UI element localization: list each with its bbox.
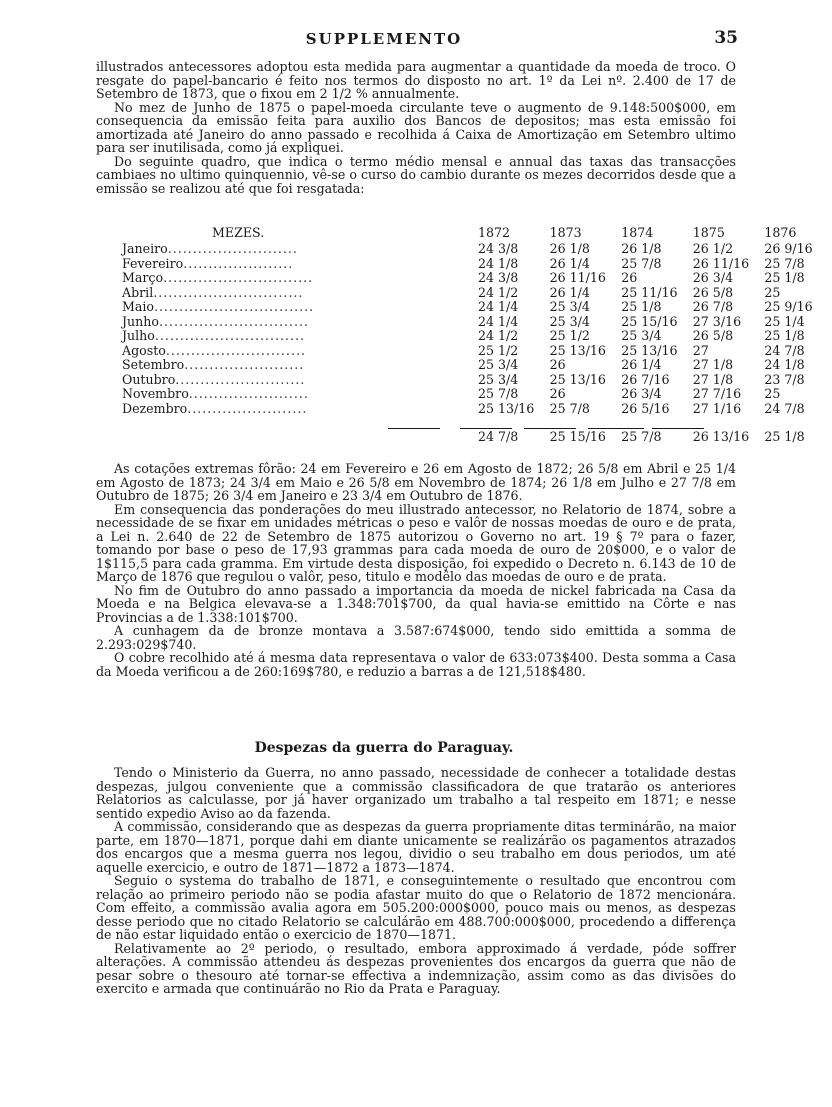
rate-cell: 25 xyxy=(764,284,781,300)
rate-cell: 25 13/16 xyxy=(478,400,535,416)
column-header-months: MEZES. xyxy=(212,225,265,240)
rate-cell: 26 1/4 xyxy=(549,255,590,271)
month-label: Maio xyxy=(122,299,155,314)
month-cell xyxy=(122,315,474,330)
month-cell xyxy=(122,286,474,301)
paragraph: No fim de Outubro do anno passado a importancia da moeda de nickel fabricada na Casa da Moeda e na Belgica elevava-se a 1.348:701$700, da qual havia-se emittido na Côrte e nas Provincias a de 1.338:101$700. xyxy=(96,582,736,625)
month-label: Fevereiro xyxy=(122,255,184,271)
table-row xyxy=(122,402,832,417)
rate-cell: 26 1/4 xyxy=(549,284,590,300)
table-row xyxy=(122,373,832,388)
table-row xyxy=(122,315,832,330)
rate-cell: 24 1/2 xyxy=(478,284,519,300)
rate-cell: 26 11/16 xyxy=(692,255,750,271)
dot-leader: ...................... xyxy=(183,255,294,271)
paragraph: A cunhagem da de bronze montava a 3.587:674$000, tendo sido emittida a somma de 2.293:029$740. xyxy=(96,623,736,652)
column-header-year: 1874 xyxy=(621,225,654,240)
table-row xyxy=(122,329,832,344)
paragraph: As cotações extremas fôrão: 24 em Fevereiro e 26 em Agosto de 1872; 26 5/8 em Abril e 25 1/4 em Agosto de 1873; 24 3/4 em Maio e 26 5/8 em Novembro de 1874; 26 1/8 em Julho e 27 7/8 em Outubro de 1875; 26 3/4 em Janeiro e 23 3/4 em Outubro de 1876. xyxy=(96,461,736,503)
table-row xyxy=(122,344,832,359)
rate-cell: 26 11/16 xyxy=(549,270,606,285)
rate-cell: 25 15/16 xyxy=(621,313,678,329)
rate-cell: 25 1/4 xyxy=(764,313,805,329)
dot-leader: .......................... xyxy=(175,371,306,387)
paragraph: No mez de Junho de 1875 o papel-moeda circulante teve o augmento de 9.148:500$000, em consequencia da emissão feita para auxilio dos Bancos de depositos; mas esta emissão foi amortizada até Janeiro do anno passado e recolhida á Caixa de Amortização em Setembro ultimo para ser inutilisada, como já expliquei. xyxy=(96,99,736,155)
month-label: Agosto xyxy=(122,342,166,358)
rate-cell: 24 7/8 xyxy=(764,400,805,416)
rate-cell: 27 1/16 xyxy=(692,400,742,416)
rate-cell: 24 3/8 xyxy=(478,270,519,285)
month-label: Outubro xyxy=(122,371,176,387)
rate-cell: 26 1/8 xyxy=(621,241,662,256)
sum-rule xyxy=(460,428,512,429)
rate-cell: 27 1/8 xyxy=(692,357,734,372)
month-cell xyxy=(122,242,474,257)
sum-rule xyxy=(388,428,440,429)
rate-cell: 25 1/8 xyxy=(764,270,805,285)
column-header-year: 1876 xyxy=(764,225,797,240)
rate-cell: 26 1/8 xyxy=(549,241,590,256)
paragraph: illustrados antecessores adoptou esta medida para augmentar a quantidade da moeda de troco. O resgate do papel-bancario é feito nos termos do disposto no art. 1º da Lei nº. 2.400 de 17 de Setembro de 1873, que o fixou em 2 1/2 % annualmente. xyxy=(96,59,736,101)
rate-cell: 24 3/8 xyxy=(478,241,519,256)
rate-cell: 25 9/16 xyxy=(764,299,813,314)
running-title: SUPPLEMENTO xyxy=(305,30,463,48)
dot-leader: .............................. xyxy=(163,270,314,285)
dot-leader: ............................ xyxy=(165,342,306,358)
rate-cell: 27 3/16 xyxy=(692,313,742,329)
rate-cell: 25 3/4 xyxy=(621,328,662,343)
month-label: Julho xyxy=(122,328,155,343)
table-row xyxy=(122,242,832,257)
rate-cell: 25 13/16 xyxy=(621,342,678,358)
month-cell xyxy=(122,271,474,286)
rate-cell: 25 7/8 xyxy=(478,386,519,401)
body-text xyxy=(96,462,736,678)
running-head xyxy=(0,30,768,52)
column-header-year: 1873 xyxy=(549,225,582,240)
month-label: Abril xyxy=(122,284,154,300)
rate-cell: 26 3/4 xyxy=(692,270,734,285)
rate-cell: 27 7/16 xyxy=(692,386,742,401)
rate-cell: 25 7/8 xyxy=(764,255,805,271)
exchange-table xyxy=(122,224,813,445)
rate-cell: 25 13/16 xyxy=(549,342,606,358)
rate-cell: 25 1/8 xyxy=(764,328,805,343)
sum-rule xyxy=(524,428,576,429)
exchange-rate-table xyxy=(122,224,832,445)
rate-cell: 26 1/2 xyxy=(692,241,734,256)
sum-rule xyxy=(652,428,704,429)
rate-cell: 26 1/4 xyxy=(621,357,662,372)
rate-cell: 27 xyxy=(692,342,709,358)
paragraph: Relativamente ao 2º periodo, o resultado, embora approximado á verdade, póde soffrer alterações. A commissão attendeu ás despezas provenientes dos encargos da guerra que não de pesar sobre o thesouro até tornar-se effectiva a indemnização, assim como as das divisões do exercito e armada que continuárão no Rio da Prata e Paraguay. xyxy=(96,940,736,996)
rate-cell: 25 11/16 xyxy=(621,284,678,300)
rate-cell: 25 3/4 xyxy=(549,299,590,314)
table-row xyxy=(122,387,832,402)
rate-cell: 26 xyxy=(621,270,638,285)
table-row xyxy=(122,286,832,301)
average-cell: 25 7/8 xyxy=(621,429,662,444)
rate-cell: 24 1/4 xyxy=(478,313,519,329)
paragraph: Tendo o Ministerio da Guerra, no anno passado, necessidade de conhecer a totalidade destas despezas, julgou conveniente que a commissão classificadora de que tratarão os anteriores Relatorios as calculasse, por já haver organizado um trabalho a tal respeito em 1871; e nesse sentido expedio Aviso ao da fazenda. xyxy=(96,765,736,821)
rate-cell: 27 1/8 xyxy=(692,371,734,387)
month-cell xyxy=(122,387,474,402)
dot-leader: .......................... xyxy=(167,241,298,256)
rate-cell: 23 7/8 xyxy=(764,371,805,387)
month-cell xyxy=(122,344,474,359)
rate-cell: 26 7/16 xyxy=(621,371,670,387)
month-label: Junho xyxy=(122,313,159,329)
sum-rule xyxy=(588,428,644,429)
table-row xyxy=(122,257,832,272)
dot-leader: .............................. xyxy=(153,284,304,300)
table-header-row xyxy=(122,224,832,242)
column-header-year: 1875 xyxy=(692,225,725,240)
average-label-cell xyxy=(122,416,474,445)
page-number: 35 xyxy=(714,28,738,48)
month-label: Março xyxy=(122,270,164,285)
average-cell: 25 1/8 xyxy=(764,429,805,444)
rate-cell: 25 7/8 xyxy=(549,400,590,416)
rate-cell: 26 7/8 xyxy=(692,299,734,314)
rate-cell: 24 1/8 xyxy=(764,357,805,372)
dot-leader: ........................ xyxy=(187,400,308,416)
month-cell xyxy=(122,300,474,315)
dot-leader: .............................. xyxy=(158,313,310,329)
rate-cell: 26 5/8 xyxy=(692,328,734,343)
average-cell: 25 15/16 xyxy=(549,429,606,444)
rate-cell: 26 xyxy=(549,357,566,372)
paragraph: O cobre recolhido até á mesma data representava o valor de 633:073$400. Desta somma a Casa da Moeda verificou a de 260:169$780, e reduzio a barras a de 121,518$480. xyxy=(96,650,736,679)
rate-cell: 26 5/16 xyxy=(621,400,670,416)
rate-cell: 25 13/16 xyxy=(549,371,606,387)
column-header-year: 1872 xyxy=(478,225,511,240)
month-cell xyxy=(122,329,474,344)
dot-leader: .............................. xyxy=(154,328,305,343)
paragraph: Seguio o systema do trabalho de 1871, e conseguintemente o resultado que encontrou com relação ao primeiro periodo não se podia afastar muito do que o Relatorio de 1872 mencionára. Com effeito, a commissão avalia agora em 505.200:000$000, pouco mais ou menos, as despezas desse periodo que no citado Relatorio se calculárão em 488.700:000$000, procedendo a differença de não estar liquidado então o exercicio de 1870—1871. xyxy=(96,873,736,942)
month-cell xyxy=(122,373,474,388)
section-text xyxy=(96,766,736,996)
rate-cell: 25 xyxy=(764,386,781,401)
paragraph: Em consequencia das ponderações do meu illustrado antecessor, no Relatorio de 1874, sobre a necessidade de se fixar em unidades métricas o peso e valôr de nossas moedas de ouro e de prata, a Lei n. 2.640 de 22 de Setembro de 1875 autorizou o Governo no art. 19 § 7º para o fazer, tomando por base o peso de 17,93 grammas para cada moeda de ouro de 20$000, e o valor de 1$115,5 para cada gramma. Em virtude desta disposição, foi expedido o Decreto n. 6.143 de 10 de Março de 1876 que regulou o valôr, peso, titulo e modêlo das moedas de ouro e de prata. xyxy=(96,501,736,584)
month-cell xyxy=(122,402,474,417)
rate-cell: 26 3/4 xyxy=(621,386,662,401)
average-cell: 24 7/8 xyxy=(478,429,519,444)
section-heading: Despezas da guerra do Paraguay. xyxy=(254,740,514,756)
intro-text xyxy=(96,60,736,195)
rate-cell: 25 3/4 xyxy=(478,371,519,387)
rate-cell: 26 9/16 xyxy=(764,241,813,256)
month-label: Setembro xyxy=(122,357,185,372)
month-cell xyxy=(122,358,474,373)
rate-cell: 26 xyxy=(549,386,566,401)
rate-cell: 24 1/2 xyxy=(478,328,519,343)
paragraph: Do seguinte quadro, que indica o termo médio mensal e annual das taxas das transacções cambiaes no ultimo quinquennio, vê-se o curso do cambio durante os mezes decorridos desde que a emissão se realizou até que foi resgatada: xyxy=(96,153,736,196)
month-label: Janeiro xyxy=(122,241,168,256)
rate-cell: 25 1/2 xyxy=(478,342,519,358)
average-row xyxy=(122,416,832,445)
month-label: Novembro xyxy=(122,386,189,401)
rate-cell: 24 1/4 xyxy=(478,299,519,314)
paragraph: A commissão, considerando que as despezas da guerra propriamente ditas terminárão, na maior parte, em 1870—1871, porque dahi em diante unicamente se realizárão os pagamentos atrazados dos encargos que a mesma guerra nos legou, dividio o seu trabalho em dous periodos, um até aquelle exercicio, e outro de 1871—1872 a 1873—1874. xyxy=(96,819,736,875)
rate-cell: 26 5/8 xyxy=(692,284,734,300)
rate-cell: 25 3/4 xyxy=(478,357,519,372)
rate-cell: 25 1/2 xyxy=(549,328,590,343)
average-cell: 26 13/16 xyxy=(692,429,750,444)
dot-leader: ........................ xyxy=(188,386,309,401)
table-row xyxy=(122,271,832,286)
table-row xyxy=(122,358,832,373)
month-cell xyxy=(122,257,474,272)
dot-leader: ................................ xyxy=(154,299,315,314)
rate-cell: 25 3/4 xyxy=(549,313,590,329)
dot-leader: ........................ xyxy=(184,357,305,372)
rate-cell: 24 1/8 xyxy=(478,255,519,271)
rate-cell: 25 7/8 xyxy=(621,255,662,271)
rate-cell: 24 7/8 xyxy=(764,342,805,358)
table-row xyxy=(122,300,832,315)
rate-cell: 25 1/8 xyxy=(621,299,662,314)
month-label: Dezembro xyxy=(122,400,188,416)
